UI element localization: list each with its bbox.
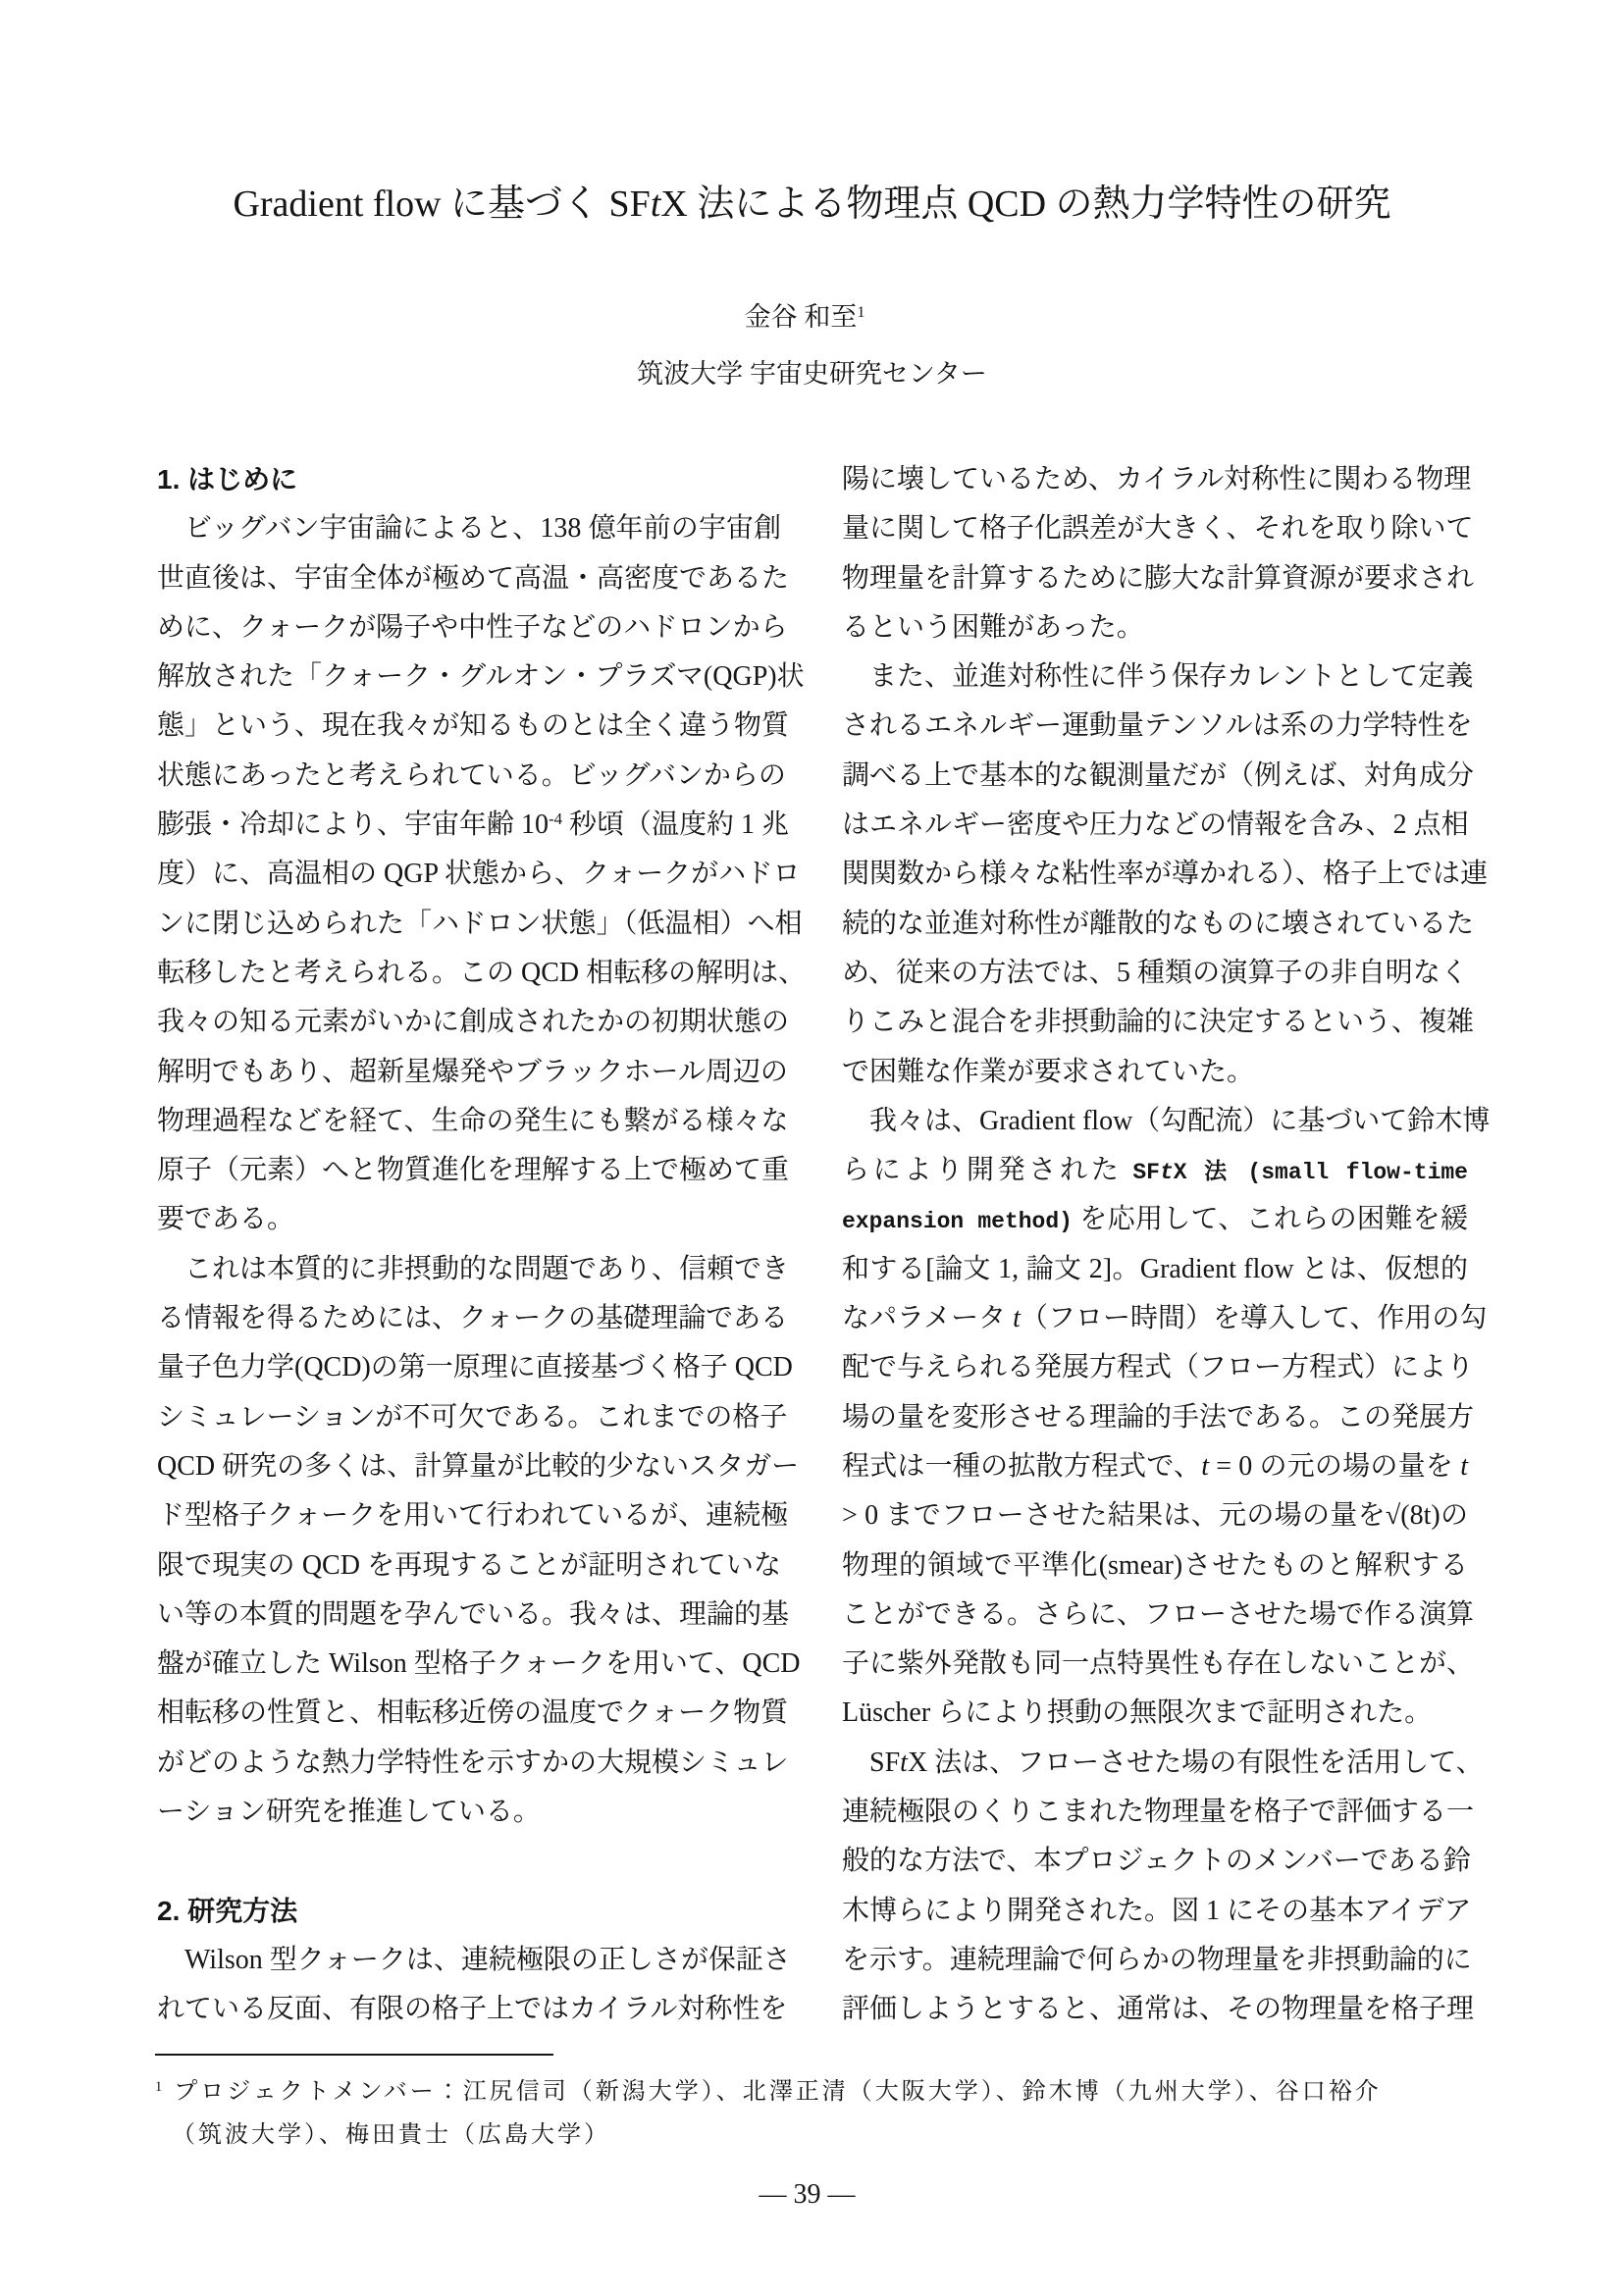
text-run: X 法による物理点 QCD の熱力学特性の研究 [660,183,1391,225]
text-line [157,1739,789,1788]
text-run: されるエネルギー運動量テンソルは系の力学特性を [842,710,1473,742]
text-run: がどのような熱力学特性を示すかの大規模シミュレ [157,1747,789,1778]
text-run: 場の量を変形させる理論的手法である。この発展方 [842,1401,1475,1433]
text-run: 盤が確立した Wilson 型格子クォークを用いて、QCD [157,1648,801,1680]
text-run: = 0 の元の場の量を [1209,1450,1461,1482]
text-line [842,1146,1468,1195]
paragraph [157,504,807,1244]
text-line [842,1985,1475,2034]
paper-title [0,180,1624,229]
text-line [842,1195,1468,1244]
text-run: X 法は、フローさせた場の有限性を活用して、 [907,1747,1484,1778]
text-line [157,1788,781,1837]
text-line [157,1048,788,1097]
text-run: 状態にあったと考えられている。ビッグバンからの [157,759,786,791]
text-run: はエネルギー密度や圧力などの情報を含み、2 点相 [842,809,1469,841]
text-line [157,1146,790,1195]
text-run: りこみと混合を非摂動論的に決定するという、複雑 [842,1007,1475,1038]
text-run: 木博らにより開発された。図 1 にその基本アイデア [842,1895,1472,1926]
text-run: プロジェクトメンバー：江尻信司（新潟大学）、北澤正清（大阪大学）、鈴木博（九州大学）、谷口裕介 [165,2079,1382,2105]
text-line [842,1936,1472,1985]
text-line [157,554,790,603]
paragraph [157,1245,801,1838]
text-run: れている反面、有限の格子上ではカイラル対称性を [157,1994,788,2025]
text-run: これは本質的に非摂動的な問題であり、信頼でき [184,1253,790,1284]
superscript: -4 [549,809,562,828]
text-run: 金谷 和至 [744,302,858,332]
text-line [842,1343,1475,1392]
text-run: 態」という、現在我々が知るものとは全く違う物質 [157,710,790,742]
paragraph [842,652,1489,1097]
text-line [157,900,803,949]
text-line [842,801,1468,850]
bold-run: expansion method) [842,1209,1073,1235]
text-run: め、従来の方法では、5 種類の演算子の非自明なく [842,957,1468,988]
text-line [842,1393,1475,1442]
text-line [157,801,790,850]
text-run: （筑波大学）、梅田貴士（広島大学） [172,2122,610,2148]
author-name [0,297,1609,340]
section-heading: 1. はじめに [157,464,298,495]
text-run: ンに閉じ込められた「ハドロン状態」（低温相）へ相 [157,908,803,939]
text-run: で困難な作業が要求されていた。 [842,1056,1255,1087]
text-line [157,504,781,553]
text-run: 物理過程などを経て、生命の発生にも繋がる様々な [157,1105,789,1136]
text-line [842,949,1468,998]
text-line [157,1393,788,1442]
text-line [842,1442,1468,1491]
text-run: い等の本質的問題を孕んでいる。我々は、理論的基 [157,1598,790,1630]
text-line [157,702,790,751]
text-line [842,1887,1472,1936]
text-run: ーション研究を推進している。 [157,1797,541,1828]
text-run: なパラメータ [842,1303,1014,1334]
text-line [842,1640,1475,1689]
text-line [842,1788,1475,1837]
text-line [157,850,801,899]
text-line [157,1195,781,1244]
text-line [157,998,790,1047]
text-run: > 0 までフローさせた結果は、元の場の量を√(8t)の [842,1500,1468,1532]
text-run: 原子（元素）へと物質進化を理解する上で極めて重 [157,1155,790,1186]
superscript: 1 [155,2079,166,2096]
text-run: 程式は一種の拡散方程式で、 [842,1450,1202,1482]
text-run: 我々の知る元素がいかに創成されたかの初期状態の [157,1007,790,1038]
text-line [157,1591,790,1640]
paragraph [842,455,1475,652]
paragraph [842,1689,1468,1738]
text-run: QCD 研究の多くは、計算量が比較的少ないスタガー [157,1450,800,1482]
text-line [157,1936,791,1985]
section-heading: 2. 研究方法 [157,1895,298,1926]
text-run: シミュレーションが不可欠である。これまでの格子 [157,1401,788,1433]
text-line [842,850,1489,899]
text-run: 我々は、Gradient flow（勾配流）に基づいて鈴木博 [869,1105,1491,1136]
text-line [842,998,1475,1047]
text-run: 転移したと考えられる。この QCD 相転移の解明は、 [157,957,807,988]
text-line [842,603,1468,652]
paragraph [157,1936,791,2035]
text-run: 限で現実の QCD を再現することが証明されていな [157,1549,781,1581]
text-line [157,752,786,801]
text-run: 膨張・冷却により、宇宙年齢 10 [157,809,550,841]
text-line [157,1689,789,1738]
page-number: — 39 — [759,2179,856,2210]
text-run: 般的な方法で、本プロジェクトのメンバーである鈴 [842,1846,1471,1877]
text-run: ことができる。さらに、フローさせた場で作る演算 [842,1598,1475,1630]
text-run: 解放された「クォーク・グルオン・プラズマ(QGP)状 [157,661,805,693]
text-run: （フロー時間）を導入して、作用の勾 [1020,1303,1488,1334]
text-run: を示す。連続理論で何らかの物理量を非摂動論的に [842,1944,1472,1975]
text-line [157,1097,789,1146]
text-run: 陽に壊しているため、カイラル対称性に関わる物理 [842,464,1472,495]
text-run: 世直後は、宇宙全体が極めて高温・高密度であるた [157,562,790,594]
text-run: Wilson 型クォークは、連続極限の正しさが保証さ [184,1944,791,1975]
bold-italic-run: t [1159,1160,1174,1186]
italic-run: t [1013,1303,1021,1334]
text-line [842,1491,1468,1540]
paragraph [842,1739,1484,2035]
text-run: 要である。 [157,1204,295,1235]
footnote-line [155,2072,1470,2115]
text-line [842,1541,1468,1591]
italic-run: t [1201,1450,1210,1482]
text-run: 度）に、高温相の QGP 状態から、クォークがハドロ [157,859,801,890]
footnote-separator [155,2054,553,2056]
text-run: めに、クォークが陽子や中性子などのハドロンから [157,611,788,643]
text-run: また、並進対称性に伴う保存カレントとして定義 [869,661,1474,693]
text-line [157,652,805,702]
text-run: 和する[論文 1, 論文 2]。Gradient flow とは、仮想的 [842,1253,1468,1284]
text-run: 物理量を計算するために膨大な計算資源が要求され [842,562,1475,594]
right-column [842,455,1491,2035]
bold-run: X 法 (small flow-time [1173,1160,1468,1186]
text-line [157,1294,789,1343]
paragraph [842,1097,1491,1690]
bold-run: SF [1132,1160,1160,1186]
text-line [842,455,1472,504]
text-run: 続的な並進対称性が離散的なものに壊されているた [842,908,1475,939]
text-line [842,1097,1491,1146]
text-line [157,1985,788,2034]
italic-run: t [650,183,661,225]
text-run: 相転移の性質と、相転移近傍の温度でクォーク物質 [157,1697,789,1729]
text-line [157,949,807,998]
text-run: Lüscher らにより摂動の無限次まで証明された。 [842,1697,1433,1729]
text-run: ド型格子クォークを用いて行われているが、連続極 [157,1500,789,1532]
text-line [157,1541,781,1591]
left-column [157,455,807,2035]
text-run: ビッグバン宇宙論によると、138 億年前の宇宙創 [184,513,781,545]
text-run: 評価しようとすると、通常は、その物理量を格子理 [842,1994,1475,2025]
text-line [842,652,1474,702]
text-run: る情報を得るためには、クォークの基礎理論である [157,1303,789,1334]
text-line [157,603,788,652]
text-line [842,1294,1488,1343]
text-run: を応用して、これらの困難を緩 [1072,1204,1468,1235]
text-line [157,1442,800,1491]
text-line [842,554,1475,603]
text-run: 解明でもあり、超新星爆発やブラックホール周辺の [157,1056,788,1087]
text-run: 調べる上で基本的な観測量だが（例えば、対角成分 [842,759,1475,791]
superscript: 1 [857,303,865,322]
text-line [157,1245,790,1294]
text-line [842,900,1475,949]
text-line [157,1640,801,1689]
text-run: 連続極限のくりこまれた物理量を格子で評価する一 [842,1797,1475,1828]
text-run: Gradient flow に基づく SF [233,183,651,225]
text-line [842,702,1473,751]
text-line [842,752,1475,801]
text-line [157,1491,789,1540]
text-run: 量子色力学(QCD)の第一原理に直接基づく格子 QCD [157,1352,793,1383]
text-run: 関関数から様々な粘性率が導かれる）、格子上では連 [842,859,1489,890]
text-run: 子に紫外発散も同一点特異性も存在しないことが、 [842,1648,1475,1680]
text-run: 物理的領域で平準化(smear)させたものと解釈する [842,1549,1468,1581]
text-run: 配で与えられる発展方程式（フロー方程式）により [842,1352,1475,1383]
blank-line [157,1837,781,1886]
footnote-line [155,2115,1470,2156]
affiliation: 筑波大学 宇宙史研究センター [637,359,987,389]
text-run: らにより開発された [842,1155,1133,1186]
text-line [842,504,1474,553]
text-line [842,1689,1468,1738]
text-line [842,1048,1468,1097]
italic-run: t [900,1747,908,1778]
text-line [842,1837,1471,1886]
footnote [155,2072,1470,2156]
text-line [157,1343,793,1392]
text-run: 量に関して格子化誤差が大きく、それを取り除いて [842,513,1474,545]
text-run: 秒頃（温度約 1 兆 [562,809,790,841]
text-run: るという困難があった。 [842,611,1144,643]
italic-run: t [1460,1450,1468,1482]
text-line [842,1591,1475,1640]
text-run: SF [869,1747,901,1778]
text-line [842,1245,1468,1294]
text-line [842,1739,1484,1788]
